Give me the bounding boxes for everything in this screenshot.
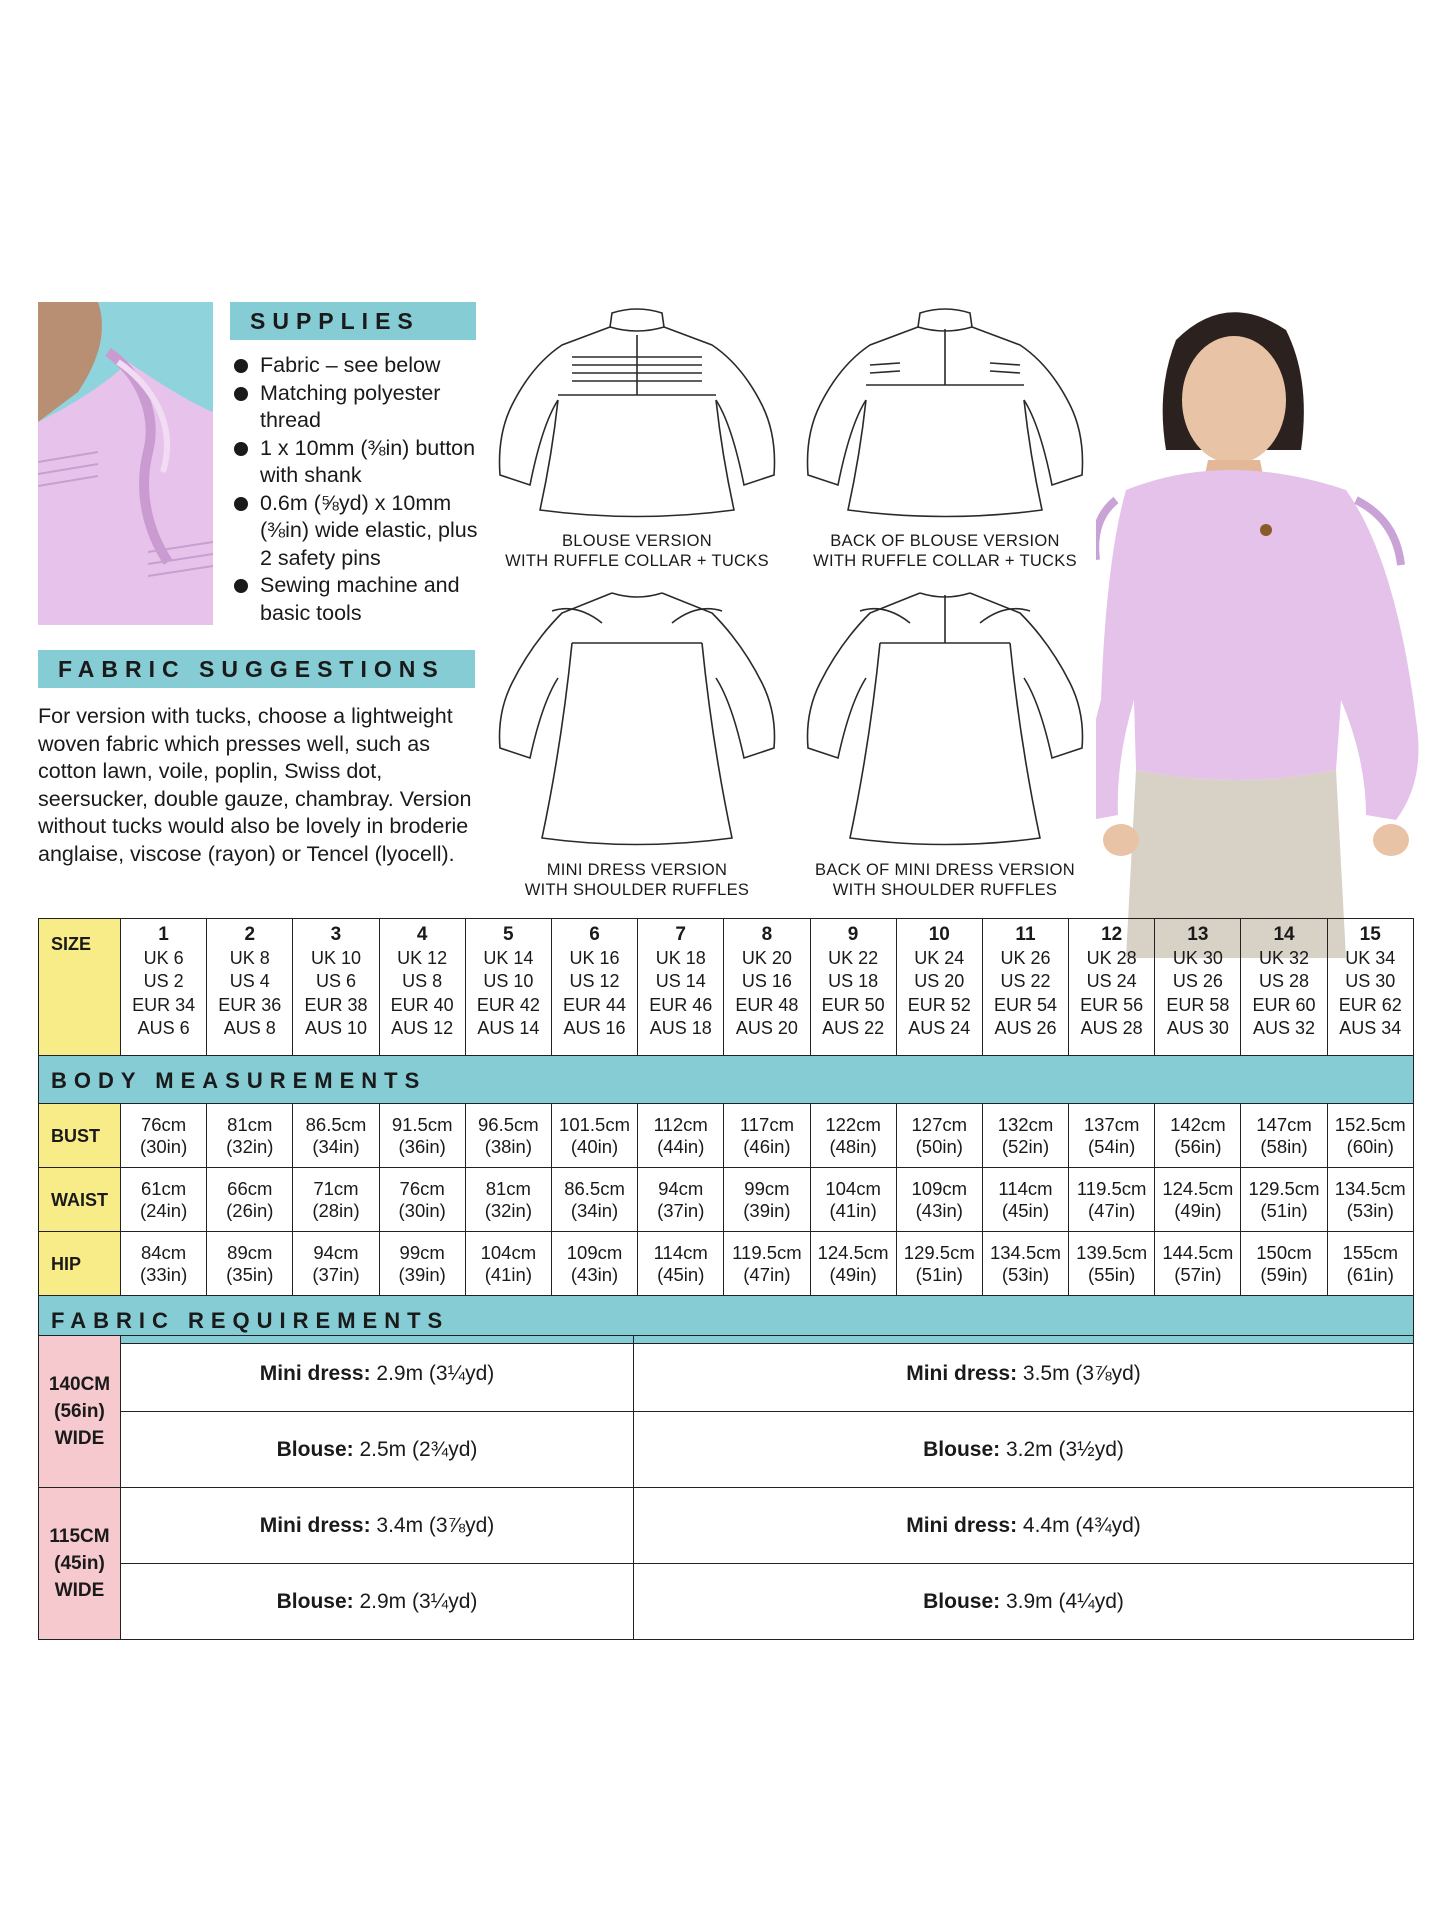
measurement-cell: 94cm (37in) [293,1232,379,1296]
measurement-cell: 109cm (43in) [551,1232,637,1296]
model-photo [1096,300,1438,958]
fabric-width-label: 115CM (45in) WIDE [39,1488,121,1640]
measurement-cell: 144.5cm (57in) [1155,1232,1241,1296]
fabric-requirement-row [39,1564,1414,1640]
detail-photo-illustration [38,302,213,625]
sketch-caption: BLOUSE VERSION WITH RUFFLE COLLAR + TUCKS [505,532,769,570]
body-measurements-heading: BODY MEASUREMENTS [39,1056,1414,1104]
measurement-cell: 134.5cm (53in) [982,1232,1068,1296]
measurement-cell: 137cm (54in) [1069,1104,1155,1168]
size-cell: 14 UK 32 US 28 EUR 60 AUS 32 [1241,919,1327,1056]
detail-photo [38,302,213,625]
measurement-cell: 132cm (52in) [982,1104,1068,1168]
size-cell: 15 UK 34 US 30 EUR 62 AUS 34 [1327,919,1413,1056]
fabric-suggestions-text: For version with tucks, choose a lightweight woven fabric which presses well, such as cotton lawn, voile, poplin, Swiss dot, seersucker, double gauze, chambray. Version without tucks would also be lovely in broderie anglaise, viscose (rayon) or Tencel (lyocell). [38,704,472,866]
supply-item: 0.6m (⅝yd) x 10mm (⅜in) wide elastic, plus 2 safety pins [232,490,492,573]
measurement-cell: 112cm (44in) [638,1104,724,1168]
measurement-cell: 152.5cm (60in) [1327,1104,1413,1168]
measurement-cell: 147cm (58in) [1241,1104,1327,1168]
fabric-requirement-row [39,1412,1414,1488]
blouse-front-sketch [492,305,782,525]
measurement-cell: 86.5cm (34in) [293,1104,379,1168]
size-cell: 8 UK 20 US 16 EUR 48 AUS 20 [724,919,810,1056]
measurement-cell: 122cm (48in) [810,1104,896,1168]
size-label: SIZE [39,919,121,1056]
measurement-cell: 150cm (59in) [1241,1232,1327,1296]
measurement-cell: 155cm (61in) [1327,1232,1413,1296]
measurement-row-hip [39,1232,1414,1296]
size-chart-body [39,919,1414,1344]
size-cell: 13 UK 30 US 26 EUR 58 AUS 30 [1155,919,1241,1056]
sketch-caption: BACK OF BLOUSE VERSION WITH RUFFLE COLLAR + TUCKS [813,532,1077,570]
measurement-cell: 81cm (32in) [207,1104,293,1168]
measurement-cell: 104cm (41in) [465,1232,551,1296]
bullet-icon [234,579,248,593]
measurement-cell: 104cm (41in) [810,1168,896,1232]
size-cell: 1 UK 6 US 2 EUR 34 AUS 6 [121,919,207,1056]
measurement-cell: 94cm (37in) [638,1168,724,1232]
size-chart-table [38,918,1414,1344]
size-cell: 6 UK 16 US 12 EUR 44 AUS 16 [551,919,637,1056]
measurement-cell: 71cm (28in) [293,1168,379,1232]
body-measurements-row [39,1056,1414,1104]
supplies-list [232,352,492,627]
fabric-requirements-body [39,1336,1414,1640]
measurement-cell: 96.5cm (38in) [465,1104,551,1168]
size-cell: 7 UK 18 US 14 EUR 46 AUS 18 [638,919,724,1056]
supplies-heading: SUPPLIES [230,302,476,340]
measurement-cell: 76cm (30in) [379,1168,465,1232]
measurement-label: HIP [39,1232,121,1296]
measurement-cell: 119.5cm (47in) [1069,1168,1155,1232]
measurement-cell: 117cm (46in) [724,1104,810,1168]
fabric-suggestions-heading: FABRIC SUGGESTIONS [38,650,475,688]
bullet-icon [234,387,248,401]
size-cell: 9 UK 22 US 18 EUR 50 AUS 22 [810,919,896,1056]
fabric-width-label: 140CM (56in) WIDE [39,1336,121,1488]
measurement-label: BUST [39,1104,121,1168]
bullet-icon [234,442,248,456]
measurement-cell: 114cm (45in) [982,1168,1068,1232]
size-cell: 2 UK 8 US 4 EUR 36 AUS 8 [207,919,293,1056]
fabric-requirement-cell: Blouse: 2.5m (2¾yd) [121,1412,634,1488]
sketch-caption: BACK OF MINI DRESS VERSION WITH SHOULDER RUFFLES [815,861,1075,899]
size-cell: 5 UK 14 US 10 EUR 42 AUS 14 [465,919,551,1056]
supply-item: Sewing machine and basic tools [232,572,492,627]
fabric-requirement-cell: Mini dress: 2.9m (3¼yd) [121,1336,634,1412]
measurement-cell: 129.5cm (51in) [896,1232,982,1296]
measurement-cell: 129.5cm (51in) [1241,1168,1327,1232]
blouse-back-sketch [800,305,1090,525]
measurement-cell: 81cm (32in) [465,1168,551,1232]
size-cell: 3 UK 10 US 6 EUR 38 AUS 10 [293,919,379,1056]
fabric-requirement-cell: Blouse: 3.9m (4¼yd) [634,1564,1414,1640]
measurement-cell: 142cm (56in) [1155,1104,1241,1168]
fabric-requirement-cell: Blouse: 3.2m (3½yd) [634,1412,1414,1488]
measurement-cell: 86.5cm (34in) [551,1168,637,1232]
measurement-row-bust [39,1104,1414,1168]
model-photo-illustration [1096,300,1438,958]
sketch-caption: MINI DRESS VERSION WITH SHOULDER RUFFLES [524,861,750,899]
measurement-cell: 89cm (35in) [207,1232,293,1296]
size-cell: 10 UK 24 US 20 EUR 52 AUS 24 [896,919,982,1056]
measurement-cell: 139.5cm (55in) [1069,1232,1155,1296]
measurement-cell: 91.5cm (36in) [379,1104,465,1168]
fabric-requirements-heading: FABRIC REQUIREMENTS [39,1296,1414,1344]
supply-item: 1 x 10mm (⅜in) button with shank [232,435,492,490]
measurement-cell: 124.5cm (49in) [810,1232,896,1296]
measurement-cell: 99cm (39in) [724,1168,810,1232]
fabric-requirement-cell: Mini dress: 3.4m (3⅞yd) [121,1488,634,1564]
measurement-cell: 76cm (30in) [121,1104,207,1168]
fabric-requirement-cell: Blouse: 2.9m (3¼yd) [121,1564,634,1640]
fabric-requirement-row [39,1488,1414,1564]
measurement-cell: 127cm (50in) [896,1104,982,1168]
bullet-icon [234,497,248,511]
mini-dress-back-sketch [800,583,1090,853]
mini-dress-front-sketch [492,583,782,853]
measurement-label: WAIST [39,1168,121,1232]
measurement-row-waist [39,1168,1414,1232]
measurement-cell: 114cm (45in) [638,1232,724,1296]
measurement-cell: 101.5cm (40in) [551,1104,637,1168]
measurement-cell: 61cm (24in) [121,1168,207,1232]
size-cell: 11 UK 26 US 22 EUR 54 AUS 26 [982,919,1068,1056]
fabric-requirement-cell: Mini dress: 3.5m (3⅞yd) [634,1336,1414,1412]
supply-item: Fabric – see below [232,352,492,380]
measurement-cell: 109cm (43in) [896,1168,982,1232]
measurement-cell: 119.5cm (47in) [724,1232,810,1296]
measurement-cell: 124.5cm (49in) [1155,1168,1241,1232]
size-cell: 4 UK 12 US 8 EUR 40 AUS 12 [379,919,465,1056]
fabric-requirement-cell: Mini dress: 4.4m (4¾yd) [634,1488,1414,1564]
measurement-cell: 99cm (39in) [379,1232,465,1296]
measurement-cell: 134.5cm (53in) [1327,1168,1413,1232]
size-cell: 12 UK 28 US 24 EUR 56 AUS 28 [1069,919,1155,1056]
size-row [39,919,1414,1056]
fabric-requirements-table [38,1335,1414,1640]
supply-item: Matching polyester thread [232,380,492,435]
fabric-requirement-row [39,1336,1414,1412]
measurement-cell: 66cm (26in) [207,1168,293,1232]
bullet-icon [234,359,248,373]
measurement-cell: 84cm (33in) [121,1232,207,1296]
